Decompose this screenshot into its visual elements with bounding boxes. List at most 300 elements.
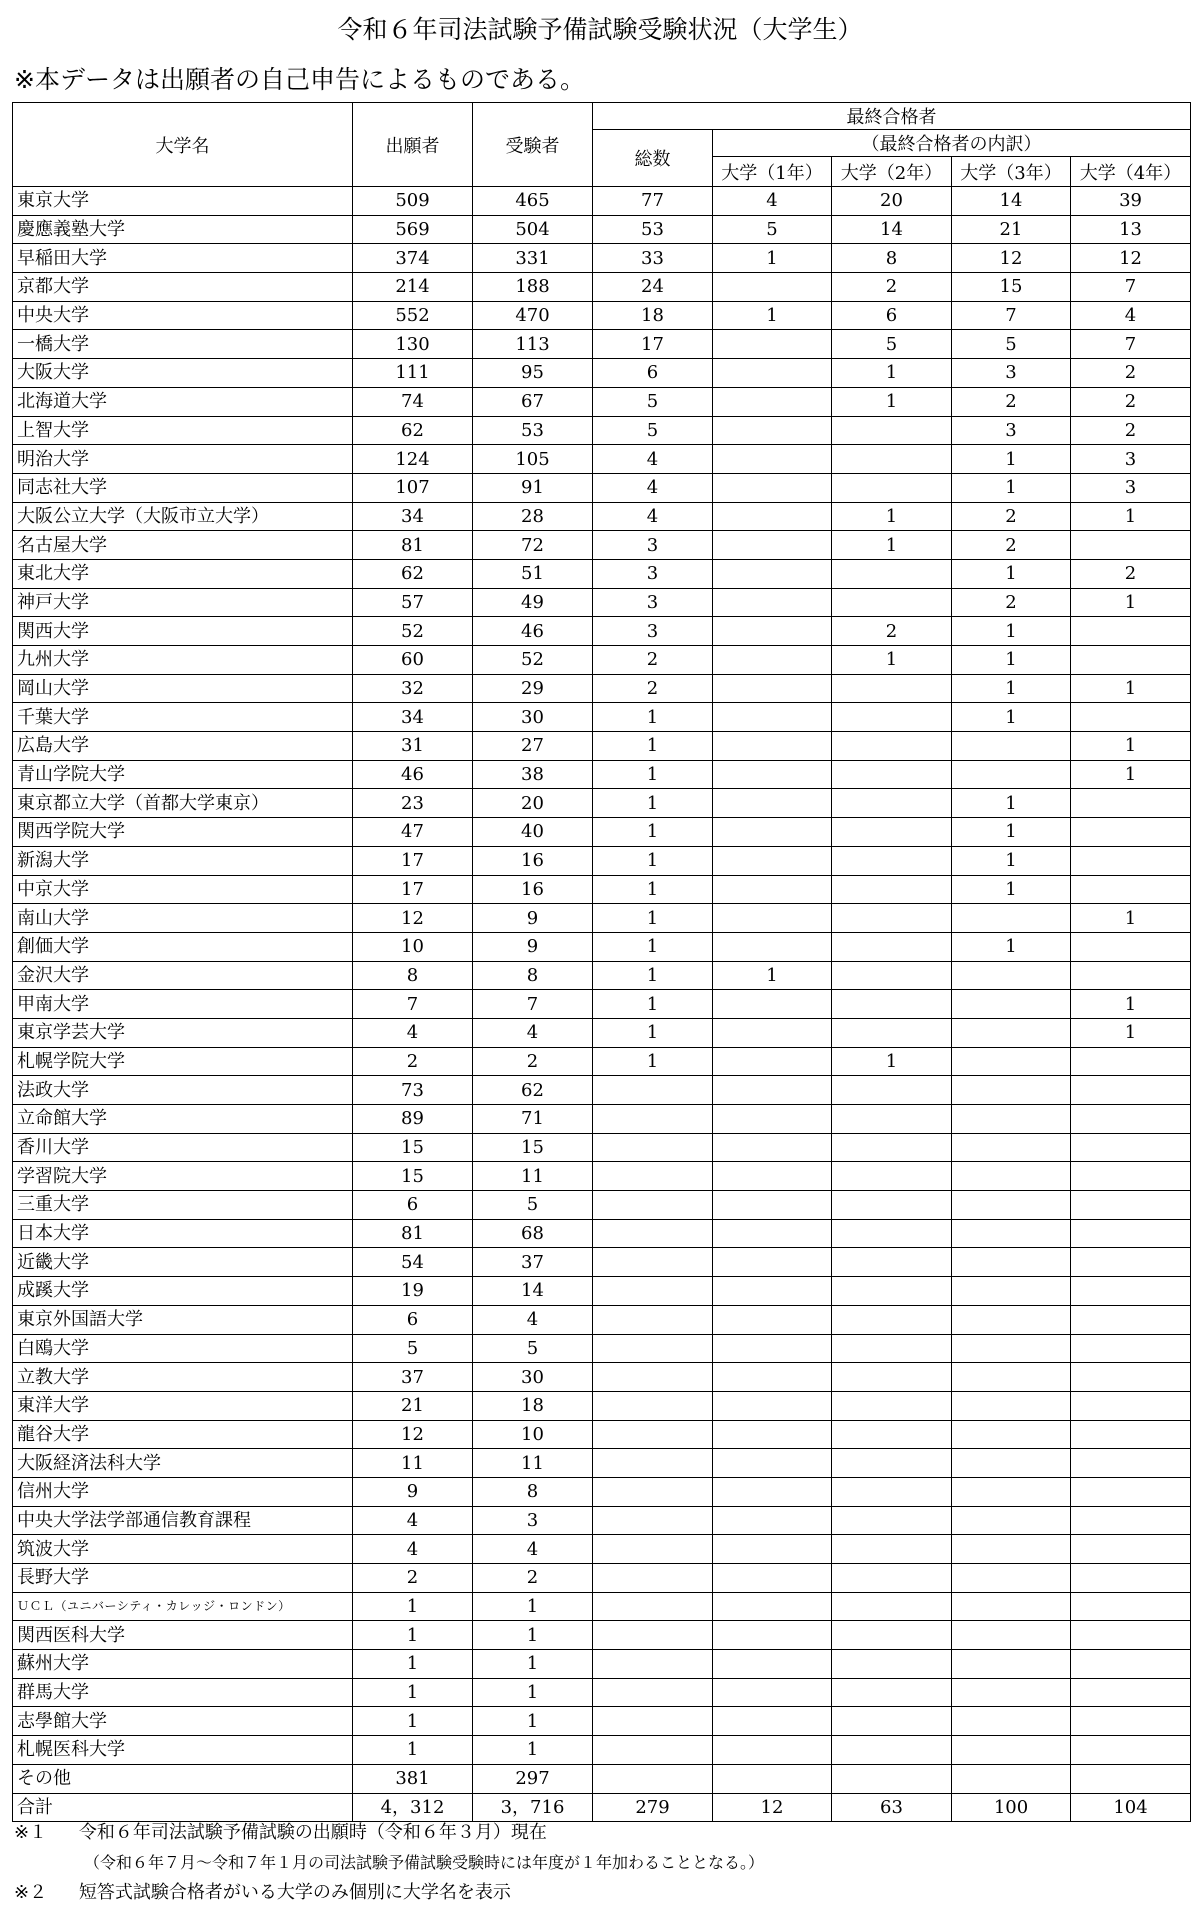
year2-cell [832,703,952,732]
year3-cell: 7 [952,301,1071,330]
year4-cell: 2 [1071,387,1191,416]
examinees-cell: 504 [473,215,593,244]
year2-cell [832,445,952,474]
examinees-cell: 2 [473,1047,593,1076]
applicants-cell: 1 [353,1621,473,1650]
year3-cell: 1 [952,703,1071,732]
total-cell [593,1133,713,1162]
header-final-passers: 最終合格者 [593,103,1191,130]
total-cell: 6 [593,359,713,388]
year1-cell [713,1391,832,1420]
year4-cell [1071,1191,1191,1220]
examinees-cell: 7 [473,990,593,1019]
examinees-cell: 53 [473,416,593,445]
university-name-cell: 北海道大学 [13,387,353,416]
year4-cell [1071,875,1191,904]
year2-cell [832,1707,952,1736]
year2-cell: 1 [832,359,952,388]
table-row [13,1191,1191,1220]
year1-cell [713,559,832,588]
examinees-cell: 465 [473,187,593,216]
university-name-cell: 志學館大学 [13,1707,353,1736]
page-title: 令和６年司法試験予備試験受験状況（大学生） [337,15,863,44]
year3-cell [952,904,1071,933]
table-row [13,1248,1191,1277]
university-name-cell: 大阪経済法科大学 [13,1449,353,1478]
header-total: 総数 [593,130,713,187]
total-cell [593,1076,713,1105]
year2-cell: 5 [832,330,952,359]
total-cell: 5 [593,387,713,416]
table-row [13,990,1191,1019]
university-name-cell: 三重大学 [13,1191,353,1220]
year4-cell [1071,846,1191,875]
year4-cell [1071,932,1191,961]
applicants-cell: 130 [353,330,473,359]
applicants-cell: 214 [353,273,473,302]
year1-cell [713,1162,832,1191]
year3-cell: 15 [952,273,1071,302]
total-cell [593,1621,713,1650]
year3-cell [952,1592,1071,1621]
year4-cell [1071,1449,1191,1478]
year3-cell [952,990,1071,1019]
applicants-cell: 12 [353,1420,473,1449]
table-row [13,1219,1191,1248]
applicants-cell: 6 [353,1305,473,1334]
applicants-cell: 62 [353,559,473,588]
results-table [12,102,1191,1822]
applicants-cell: 37 [353,1363,473,1392]
applicants-cell: 17 [353,846,473,875]
table-row [13,818,1191,847]
year2-cell [832,1334,952,1363]
year3-cell [952,1018,1071,1047]
year2-cell [832,818,952,847]
total-cell: 53 [593,215,713,244]
year4-cell [1071,1105,1191,1134]
year2-cell [832,1105,952,1134]
year4-cell: 2 [1071,559,1191,588]
table-row [13,1678,1191,1707]
year3-cell [952,760,1071,789]
university-name-cell: 蘇州大学 [13,1650,353,1679]
year1-cell [713,932,832,961]
total-cell: 3 [593,559,713,588]
examinees-cell: 72 [473,531,593,560]
year3-cell: 5 [952,330,1071,359]
year2-cell [832,559,952,588]
year2-cell: 1 [832,646,952,675]
applicants-cell: 4 [353,1535,473,1564]
year2-cell [832,846,952,875]
university-name-cell: その他 [13,1764,353,1793]
table-row [13,244,1191,273]
total-cell [593,1477,713,1506]
examinees-cell: 29 [473,674,593,703]
header-year2: 大学（2年） [832,157,952,187]
university-name-cell: 明治大学 [13,445,353,474]
university-name-cell: 関西大学 [13,617,353,646]
university-name-cell: 京都大学 [13,273,353,302]
university-name-cell: 九州大学 [13,646,353,675]
university-name-cell: 関西学院大学 [13,818,353,847]
table-row [13,1334,1191,1363]
university-name-cell: 千葉大学 [13,703,353,732]
total-cell: 1 [593,818,713,847]
year4-cell [1071,1363,1191,1392]
applicants-cell: 107 [353,473,473,502]
year3-cell: 2 [952,387,1071,416]
table-row [13,961,1191,990]
table-row [13,674,1191,703]
applicants-cell: 374 [353,244,473,273]
year2-cell: 1 [832,387,952,416]
year1-cell [713,674,832,703]
applicants-cell: 52 [353,617,473,646]
total-cell: 2 [593,646,713,675]
table-body [13,187,1191,1822]
year4-cell [1071,1162,1191,1191]
note-1-sub: （令和６年７月～令和７年１月の司法試験予備試験受験時には年度が１年加わることとなる。） [84,1853,765,1872]
applicants-cell: 81 [353,1219,473,1248]
year1-cell [713,1764,832,1793]
total-cell: 1 [593,846,713,875]
total-cell: 18 [593,301,713,330]
applicants-cell: 89 [353,1105,473,1134]
note-1-text: 令和６年司法試験予備試験の出願時（令和６年３月）現在 [78,1822,547,1843]
year2-cell [832,1162,952,1191]
applicants-cell: 124 [353,445,473,474]
year2-cell: 8 [832,244,952,273]
total-cell: 24 [593,273,713,302]
year4-cell [1071,1248,1191,1277]
year1-cell [713,1449,832,1478]
applicants-cell: 4 [353,1018,473,1047]
university-name-cell: 東京大学 [13,187,353,216]
applicants-cell: 74 [353,387,473,416]
year4-cell [1071,1305,1191,1334]
examinees-cell: 30 [473,1363,593,1392]
year2-cell [832,1650,952,1679]
year3-cell [952,1564,1071,1593]
examinees-cell: 1 [473,1707,593,1736]
applicants-cell: 552 [353,301,473,330]
year3-cell: 1 [952,617,1071,646]
header-year1: 大学（1年） [713,157,832,187]
applicants-cell: 23 [353,789,473,818]
total-cell [593,1736,713,1765]
year4-cell: 3 [1071,473,1191,502]
year3-cell: 21 [952,215,1071,244]
applicants-cell: 6 [353,1191,473,1220]
table-row [13,1076,1191,1105]
year4-cell: 1 [1071,588,1191,617]
year1-cell [713,1305,832,1334]
applicants-cell: 62 [353,416,473,445]
year4-cell: 4 [1071,301,1191,330]
year2-cell [832,1133,952,1162]
year2-cell: 2 [832,273,952,302]
university-name-cell: 龍谷大学 [13,1420,353,1449]
examinees-cell: 1 [473,1650,593,1679]
university-name-cell: 上智大学 [13,416,353,445]
table-row [13,1707,1191,1736]
table-row [13,617,1191,646]
year2-cell [832,1219,952,1248]
university-name-cell: 名古屋大学 [13,531,353,560]
examinees-cell: 20 [473,789,593,818]
examinees-cell: 188 [473,273,593,302]
year1-cell: 5 [713,215,832,244]
examinees-cell: 4 [473,1305,593,1334]
examinees-cell: 3 [473,1506,593,1535]
year1-cell [713,588,832,617]
total-cell: 2 [593,674,713,703]
year2-cell [832,904,952,933]
university-name-cell: 新潟大学 [13,846,353,875]
year1-cell [713,760,832,789]
year3-cell: 14 [952,187,1071,216]
year1-cell [713,875,832,904]
year4-cell [1071,789,1191,818]
applicants-cell: 73 [353,1076,473,1105]
total-cell [593,1707,713,1736]
university-name-cell: 合計 [13,1793,353,1821]
applicants-cell: 21 [353,1391,473,1420]
year3-cell: 3 [952,359,1071,388]
table-row [13,1449,1191,1478]
total-cell [593,1592,713,1621]
year4-cell [1071,1133,1191,1162]
year1-cell [713,1621,832,1650]
year2-cell: 2 [832,617,952,646]
university-name-cell: 近畿大学 [13,1248,353,1277]
total-cell: 1 [593,932,713,961]
year3-cell [952,1105,1071,1134]
year4-cell [1071,1076,1191,1105]
applicants-cell: 17 [353,875,473,904]
year4-cell [1071,1277,1191,1306]
total-cell: 1 [593,760,713,789]
total-cell: 3 [593,588,713,617]
university-name-cell: 中央大学法学部通信教育課程 [13,1506,353,1535]
applicants-cell: 1 [353,1707,473,1736]
year3-cell [952,1191,1071,1220]
year4-cell: 104 [1071,1793,1191,1821]
examinees-cell: 4 [473,1535,593,1564]
applicants-cell: 32 [353,674,473,703]
applicants-cell: 5 [353,1334,473,1363]
university-name-cell: 岡山大学 [13,674,353,703]
year3-cell: 1 [952,445,1071,474]
total-cell [593,1334,713,1363]
year1-cell [713,1219,832,1248]
year4-cell [1071,1391,1191,1420]
table-row [13,330,1191,359]
table-row [13,1277,1191,1306]
year4-cell [1071,1219,1191,1248]
total-cell [593,1420,713,1449]
footnotes [14,1818,764,1908]
examinees-cell: 37 [473,1248,593,1277]
applicants-cell: 60 [353,646,473,675]
year1-cell [713,1105,832,1134]
year1-cell: 1 [713,961,832,990]
total-row [13,1793,1191,1821]
year3-cell: 12 [952,244,1071,273]
examinees-cell: 1 [473,1592,593,1621]
applicants-cell: 2 [353,1564,473,1593]
university-name-cell: 筑波大学 [13,1535,353,1564]
year4-cell: 7 [1071,330,1191,359]
year1-cell [713,1018,832,1047]
applicants-cell: 12 [353,904,473,933]
table-row [13,703,1191,732]
table-row [13,588,1191,617]
table-row [13,1420,1191,1449]
table-row [13,1018,1191,1047]
examinees-cell: 30 [473,703,593,732]
total-cell: 1 [593,961,713,990]
year2-cell [832,1477,952,1506]
header-university: 大学名 [13,103,353,187]
year3-cell [952,1736,1071,1765]
university-name-cell: 甲南大学 [13,990,353,1019]
year4-cell [1071,1736,1191,1765]
university-name-cell: 白鴎大学 [13,1334,353,1363]
year2-cell [832,1191,952,1220]
year2-cell [832,990,952,1019]
examinees-cell: 71 [473,1105,593,1134]
table-row [13,1047,1191,1076]
year4-cell [1071,531,1191,560]
table-row [13,1650,1191,1679]
examinees-cell: 28 [473,502,593,531]
year4-cell: 39 [1071,187,1191,216]
header-year4: 大学（4年） [1071,157,1191,187]
year3-cell [952,1162,1071,1191]
examinees-cell: 113 [473,330,593,359]
year3-cell: 1 [952,674,1071,703]
university-name-cell: 神戸大学 [13,588,353,617]
year4-cell [1071,1650,1191,1679]
examinees-cell: 46 [473,617,593,646]
applicants-cell: 1 [353,1678,473,1707]
year2-cell [832,473,952,502]
year3-cell [952,1363,1071,1392]
year1-cell [713,1678,832,1707]
year1-cell [713,846,832,875]
total-cell: 1 [593,732,713,761]
examinees-cell: 5 [473,1334,593,1363]
year4-cell: 1 [1071,732,1191,761]
year1-cell [713,990,832,1019]
year3-cell: 2 [952,588,1071,617]
examinees-cell: 2 [473,1564,593,1593]
year3-cell [952,1535,1071,1564]
table-row [13,1764,1191,1793]
examinees-cell: 67 [473,387,593,416]
university-name-cell: 大阪公立大学（大阪市立大学） [13,502,353,531]
year3-cell [952,1305,1071,1334]
year1-cell [713,1506,832,1535]
year3-cell [952,1707,1071,1736]
year1-cell [713,1248,832,1277]
total-cell: 4 [593,473,713,502]
year1-cell [713,732,832,761]
applicants-cell: 54 [353,1248,473,1277]
examinees-cell: 14 [473,1277,593,1306]
total-cell [593,1506,713,1535]
applicants-cell: 9 [353,1477,473,1506]
year3-cell: 1 [952,818,1071,847]
year4-cell: 7 [1071,273,1191,302]
year1-cell [713,330,832,359]
applicants-cell: 19 [353,1277,473,1306]
university-name-cell: 香川大学 [13,1133,353,1162]
applicants-cell: 4，312 [353,1793,473,1821]
total-cell: 1 [593,990,713,1019]
year1-cell [713,473,832,502]
table-row [13,846,1191,875]
year2-cell [832,1449,952,1478]
year3-cell [952,1764,1071,1793]
year4-cell [1071,1506,1191,1535]
year2-cell [832,1506,952,1535]
total-cell [593,1678,713,1707]
year3-cell [952,1219,1071,1248]
year3-cell: 1 [952,473,1071,502]
applicants-cell: 1 [353,1650,473,1679]
year1-cell [713,1477,832,1506]
total-cell: 77 [593,187,713,216]
table-row [13,502,1191,531]
examinees-cell: 62 [473,1076,593,1105]
university-name-cell: 金沢大学 [13,961,353,990]
year2-cell: 14 [832,215,952,244]
applicants-cell: 10 [353,932,473,961]
table-row [13,732,1191,761]
year3-cell: 1 [952,559,1071,588]
applicants-cell: 11 [353,1449,473,1478]
table-row [13,1162,1191,1191]
year3-cell: 2 [952,502,1071,531]
total-cell [593,1277,713,1306]
year1-cell [713,1277,832,1306]
total-cell: 17 [593,330,713,359]
data-disclaimer: ※本データは出願者の自己申告によるものである。 [14,65,585,94]
year4-cell: 2 [1071,416,1191,445]
year2-cell [832,1363,952,1392]
year1-cell [713,1420,832,1449]
table-row [13,1133,1191,1162]
year2-cell [832,1391,952,1420]
year1-cell [713,703,832,732]
examinees-cell: 297 [473,1764,593,1793]
year1-cell [713,502,832,531]
university-name-cell: 一橋大学 [13,330,353,359]
year3-cell [952,1678,1071,1707]
total-cell [593,1105,713,1134]
header-examinees: 受験者 [473,103,593,187]
year4-cell [1071,646,1191,675]
examinees-cell: 11 [473,1162,593,1191]
year2-cell [832,1764,952,1793]
table-row [13,904,1191,933]
year1-cell [713,1736,832,1765]
year3-cell [952,1076,1071,1105]
